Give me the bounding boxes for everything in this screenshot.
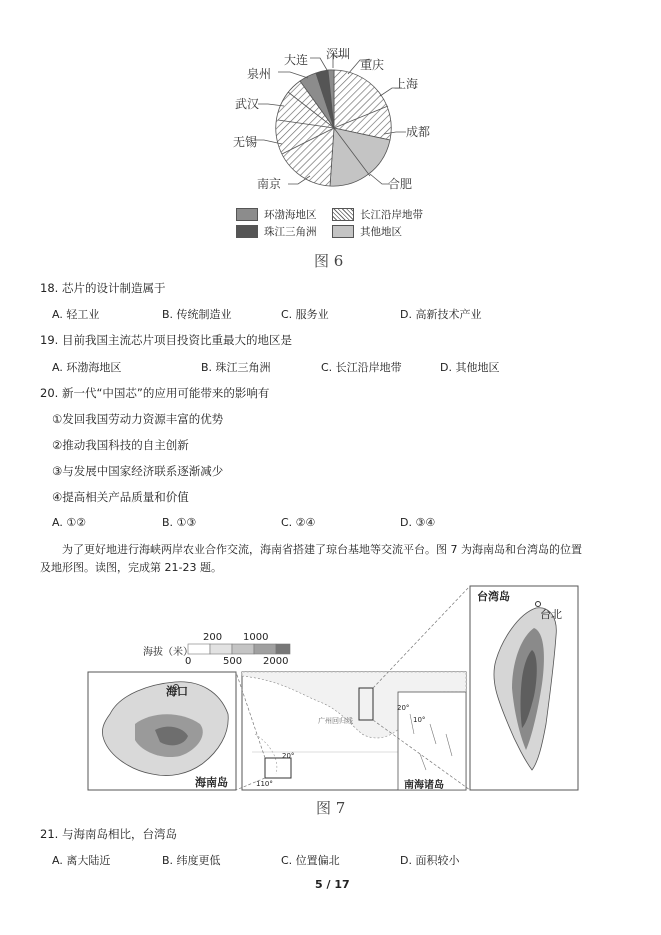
q21-stem: 21. 与海南岛相比，台湾岛 (40, 827, 177, 841)
intro-line-2: 及地形图。读图，完成第 21-23 题。 (40, 561, 222, 574)
map-lon-110: 110° (256, 780, 273, 788)
q20-option-a[interactable]: A. ①② (52, 516, 87, 529)
figure7-caption: 图 7 (316, 799, 346, 817)
elevation-legend-title: 海拔（米） (143, 647, 193, 658)
q19-option-c[interactable]: C. 长江沿岸地带 (321, 361, 402, 374)
legend-label-other: 其他地区 (360, 226, 402, 238)
label-quanzhou: 泉州 (247, 67, 272, 81)
label-chongqing: 重庆 (360, 58, 385, 72)
q18-stem: 18. 芯片的设计制造属于 (40, 281, 166, 295)
haikou-label: 海口 (166, 685, 188, 698)
q18-option-a[interactable]: A. 轻工业 (52, 308, 100, 321)
label-wuhan: 武汉 (235, 97, 260, 111)
elevation-legend-500: 500 (223, 656, 243, 667)
label-shenzhen: 深圳 (326, 47, 351, 61)
hainan-label: 海南岛 (195, 776, 228, 789)
q20-item-4: ④提高相关产品质量和价值 (52, 490, 189, 504)
legend-swatch-yangtze (332, 208, 354, 221)
q20-item-3: ③与发展中国家经济联系逐渐减少 (52, 464, 224, 478)
figure7-maps (80, 584, 580, 794)
page-number: 5 / 17 (315, 878, 350, 891)
legend-swatch-bohai (236, 208, 258, 221)
q19-stem: 19. 目前我国主流芯片项目投资比重最大的地区是 (40, 333, 292, 347)
figure6-legend (236, 207, 436, 241)
taibei-label: 台北 (540, 608, 562, 621)
elevation-legend-2000: 2000 (263, 656, 289, 667)
q19-option-a[interactable]: A. 环渤海地区 (52, 361, 122, 374)
map-lat-20: 20° (282, 752, 295, 760)
legend-swatch-other (332, 225, 354, 238)
intro-line-1: 为了更好地进行海峡两岸农业合作交流，海南省搭建了琼台基地等交流平台。图 7 为海南岛和台湾岛的位置 (62, 543, 582, 556)
elevation-legend-0: 0 (185, 656, 192, 667)
q18-option-d[interactable]: D. 高新技术产业 (400, 308, 482, 321)
q21-option-b[interactable]: B. 纬度更低 (162, 854, 221, 867)
q21-option-a[interactable]: A. 离大陆近 (52, 854, 111, 867)
legend-label-bohai: 环渤海地区 (264, 209, 317, 221)
scs-label: 南海诸岛 (404, 780, 444, 791)
q18-option-b[interactable]: B. 传统制造业 (162, 308, 232, 321)
q20-option-d[interactable]: D. ③④ (400, 516, 436, 529)
elevation-legend-1000: 1000 (243, 632, 269, 643)
q20-item-1: ①发回我国劳动力资源丰富的优势 (52, 412, 224, 426)
map-scs-lat-10: 10° (413, 716, 426, 724)
label-dalian: 大连 (284, 53, 309, 67)
q19-option-b[interactable]: B. 珠江三角洲 (201, 361, 271, 374)
q20-option-b[interactable]: B. ①③ (162, 516, 197, 529)
label-nanjing: 南京 (257, 177, 282, 191)
china-coast-panel (242, 672, 466, 790)
label-shanghai: 上海 (394, 77, 419, 91)
q20-option-c[interactable]: C. ②④ (281, 516, 316, 529)
label-hefei: 合肥 (388, 177, 413, 191)
q21-option-d[interactable]: D. 面积较小 (400, 854, 460, 867)
q19-option-d[interactable]: D. 其他地区 (440, 361, 500, 374)
map-tropic-label: 广州回归线 (318, 717, 353, 725)
legend-swatch-pearl (236, 225, 258, 238)
q18-option-c[interactable]: C. 服务业 (281, 308, 329, 321)
elevation-legend (188, 644, 290, 654)
legend-label-pearl: 珠江三角洲 (264, 226, 317, 238)
label-chengdu: 成都 (406, 125, 431, 139)
q20-stem: 20. 新一代“中国芯”的应用可能带来的影响有 (40, 386, 270, 400)
elevation-legend-200: 200 (203, 632, 223, 643)
taiwan-label: 台湾岛 (477, 590, 510, 603)
hainan-panel (88, 672, 236, 790)
map-scs-lat-20: 20° (397, 704, 410, 712)
q21-option-c[interactable]: C. 位置偏北 (281, 854, 340, 867)
pie-slices (276, 70, 391, 186)
figure6-caption: 图 6 (314, 252, 344, 270)
q20-item-2: ②推动我国科技的自主创新 (52, 438, 189, 452)
label-wuxi: 无锡 (233, 135, 258, 149)
legend-label-yangtze: 长江沿岸地带 (360, 209, 423, 221)
